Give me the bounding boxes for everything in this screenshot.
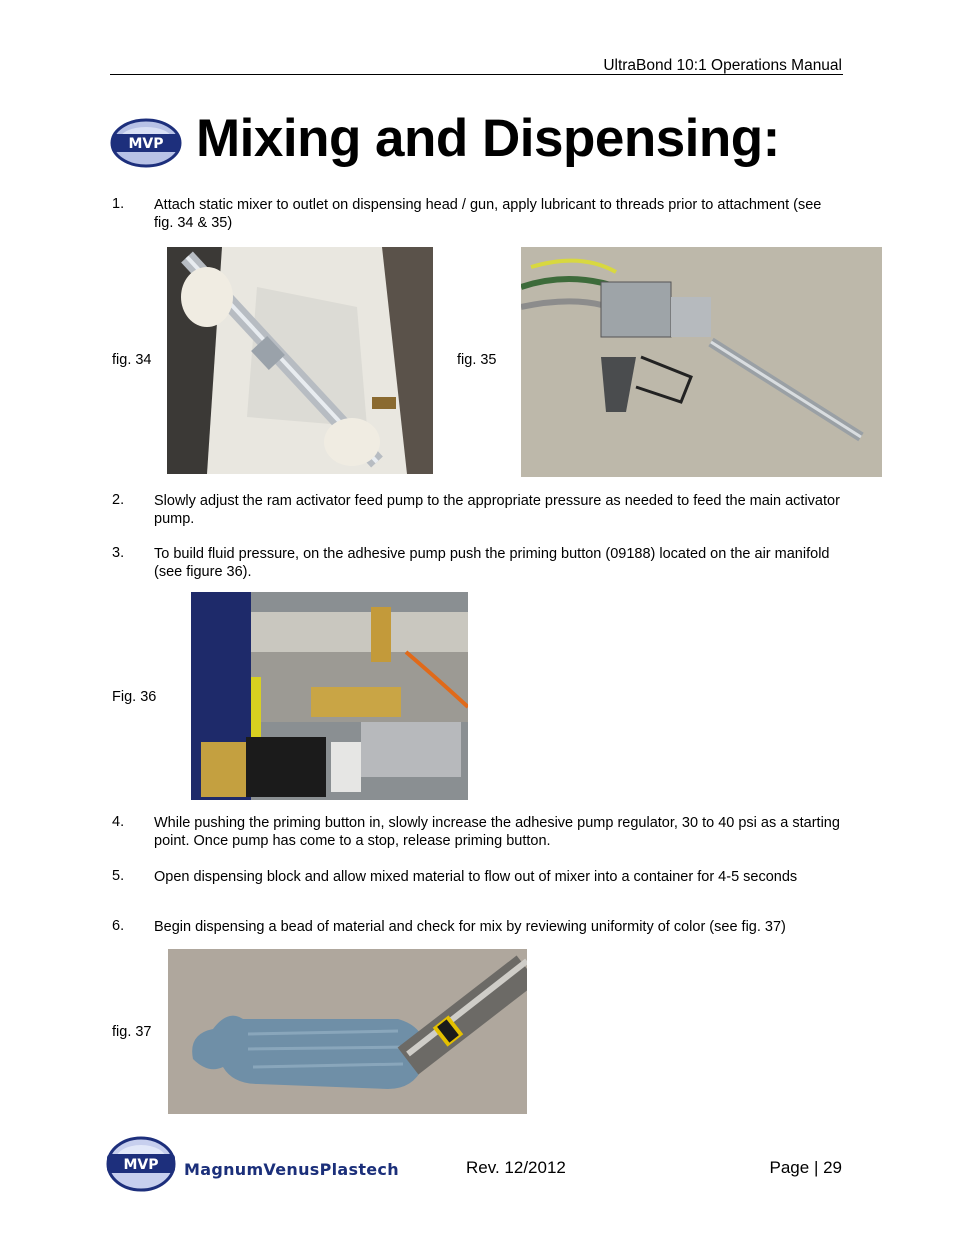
figure-caption: fig. 35 <box>457 352 497 368</box>
header-rule <box>110 74 843 75</box>
figure-caption: fig. 34 <box>112 352 152 368</box>
step-text: Begin dispensing a bead of material and check for mix by reviewing uniformity of color (see fig. 37) <box>154 919 786 935</box>
step-number: 5. <box>112 868 125 884</box>
step-text: Attach static mixer to outlet on dispensing head / gun, apply lubricant to threads prior to attachment (see fig. 34 & 35) <box>154 197 822 231</box>
mvp-logo <box>106 117 186 169</box>
step-number: 1. <box>112 196 125 212</box>
step-text: Slowly adjust the ram activator feed pump to the appropriate pressure as needed to feed the main activator pump. <box>154 493 840 527</box>
fig34-photo <box>167 247 433 474</box>
footer-logo-text: MVP <box>123 1157 159 1173</box>
revision-label: Rev. 12/2012 <box>466 1158 566 1177</box>
brand-name: MagnumVenusPlastech <box>184 1160 399 1179</box>
fig37-photo <box>168 949 527 1114</box>
step-text: While pushing the priming button in, slowly increase the adhesive pump regulator, 30 to 40 psi as a starting point. Once pump has come to a stop, release priming button. <box>154 815 840 849</box>
step-number: 4. <box>112 814 125 830</box>
step-number: 2. <box>112 492 125 508</box>
manual-title: UltraBond 10:1 Operations Manual <box>603 57 842 74</box>
fig35-photo <box>521 247 882 477</box>
figure-caption: fig. 37 <box>112 1024 152 1040</box>
fig36-photo <box>191 592 468 800</box>
step-number: 6. <box>112 918 125 934</box>
step-number: 3. <box>112 545 125 561</box>
step-text: To build fluid pressure, on the adhesive pump push the priming button (09188) located on the air manifold (see figure 36). <box>154 546 830 580</box>
logo-text: MVP <box>128 136 164 152</box>
page-title: Mixing and Dispensing: <box>196 109 780 168</box>
page-number: Page | 29 <box>769 1158 842 1177</box>
step-text: Open dispensing block and allow mixed material to flow out of mixer into a container for 4-5 seconds <box>154 869 798 885</box>
footer-mvp-logo <box>102 1133 180 1195</box>
figure-caption: Fig. 36 <box>112 689 157 705</box>
